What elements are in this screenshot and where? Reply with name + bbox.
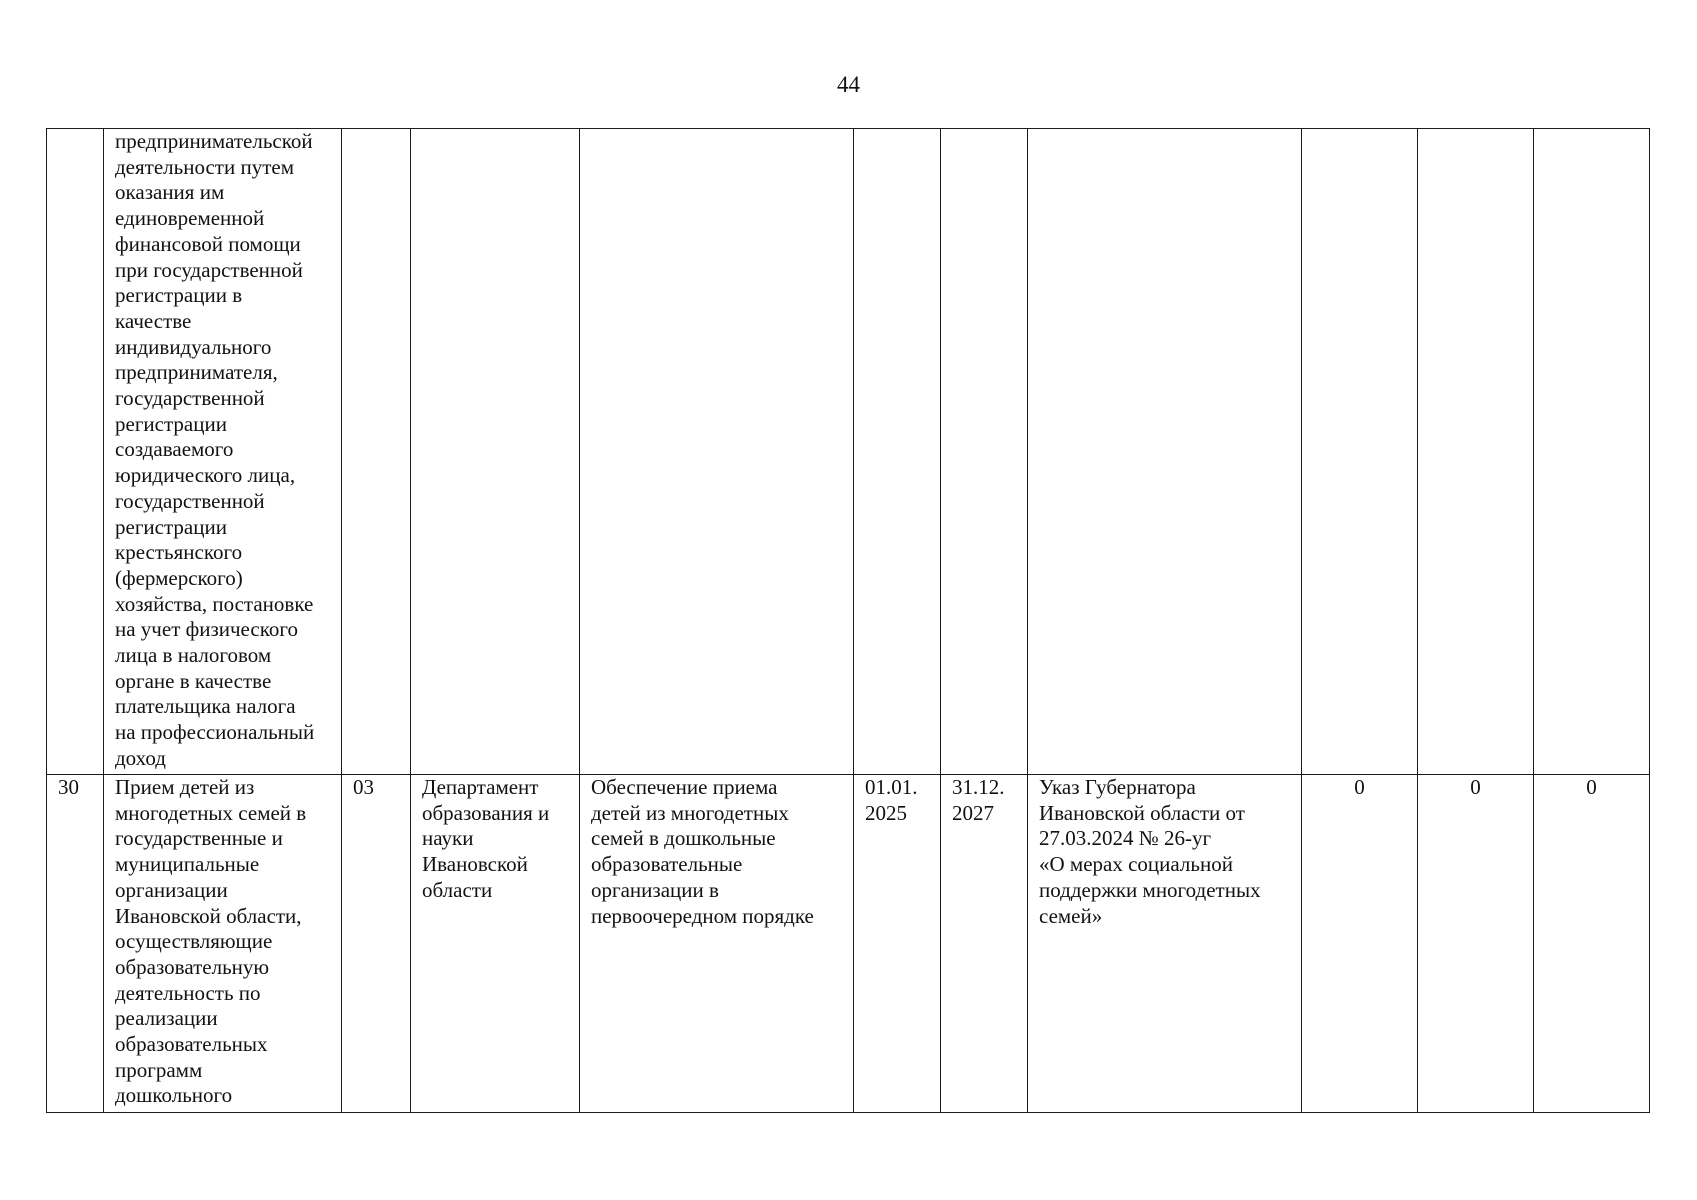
cell-executor bbox=[411, 129, 580, 775]
table-row-30 bbox=[47, 775, 1650, 1113]
cell-number bbox=[47, 129, 104, 775]
cell-legal-basis bbox=[1028, 129, 1302, 775]
cell-measure-name: предпринимательской деятельности путем оказания им единовременной финансовой помощи при государственной регистрации в качестве индивидуального предпринимателя, государственной регистрации создаваемого юридического лица, государственной регистрации крестьянского (фермерского) хозяйства, постановке на учет физического лица в налоговом органе в качестве плательщика налога на профессиональный доход bbox=[104, 129, 342, 775]
cell-value-2: 0 bbox=[1418, 775, 1534, 1113]
measures-table bbox=[46, 128, 1650, 1113]
cell-value-3: 0 bbox=[1534, 775, 1650, 1113]
cell-value-3 bbox=[1534, 129, 1650, 775]
cell-end-date: 31.12. 2027 bbox=[941, 775, 1028, 1113]
table-row-continuation bbox=[47, 129, 1650, 775]
cell-value-1 bbox=[1302, 129, 1418, 775]
cell-start-date bbox=[854, 129, 941, 775]
cell-code: 03 bbox=[342, 775, 411, 1113]
cell-value-1: 0 bbox=[1302, 775, 1418, 1113]
cell-number: 30 bbox=[47, 775, 104, 1113]
page-number: 44 bbox=[837, 72, 860, 97]
cell-legal-basis: Указ Губернатора Ивановской области от 27.03.2024 № 26-уг «О мерах социальной поддержки многодетных семей» bbox=[1028, 775, 1302, 1113]
cell-end-date bbox=[941, 129, 1028, 775]
cell-executor: Департамент образования и науки Ивановской области bbox=[411, 775, 580, 1113]
cell-measure-name: Прием детей из многодетных семей в государственные и муниципальные организации Ивановской области, осуществляющие образовательную деятельность по реализации образовательных программ дошкольного bbox=[104, 775, 342, 1113]
cell-description: Обеспечение приема детей из многодетных семей в дошкольные образовательные организации в первоочередном порядке bbox=[580, 775, 854, 1113]
cell-value-2 bbox=[1418, 129, 1534, 775]
cell-description bbox=[580, 129, 854, 775]
cell-code bbox=[342, 129, 411, 775]
cell-start-date: 01.01. 2025 bbox=[854, 775, 941, 1113]
